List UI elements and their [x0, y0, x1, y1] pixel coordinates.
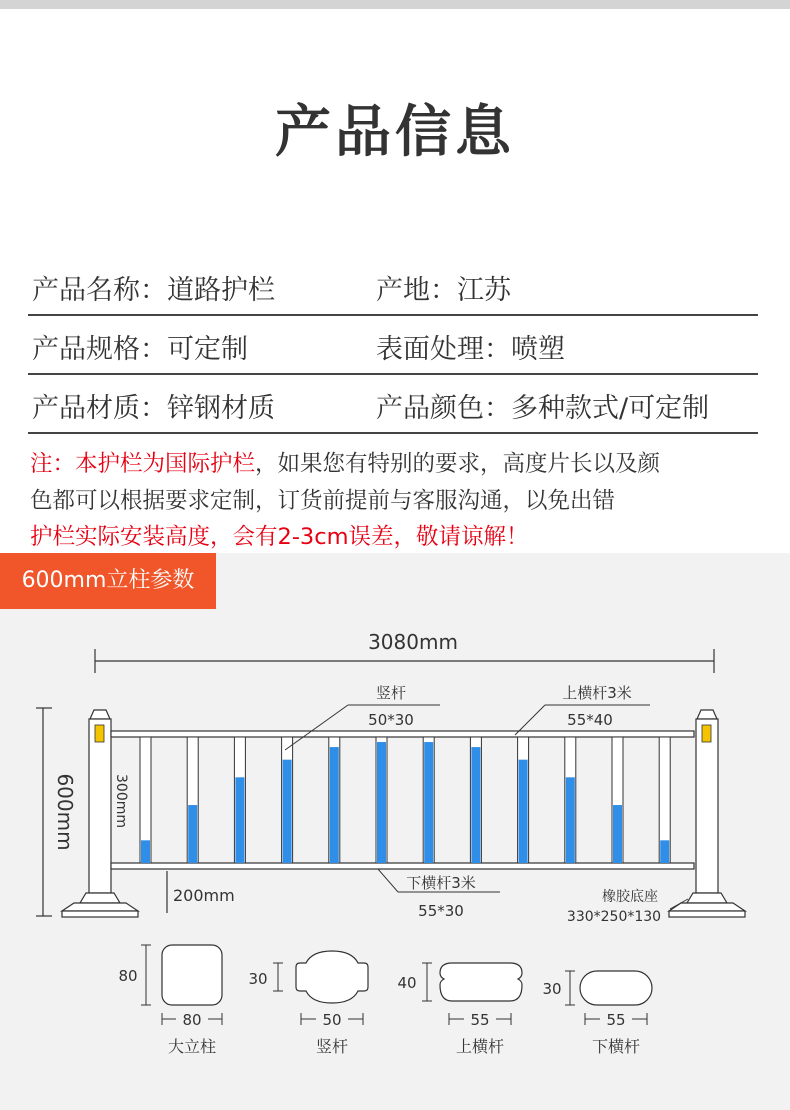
top-rail — [111, 731, 694, 737]
spec-surface-treatment: 表面处理：喷塑 — [376, 334, 565, 365]
bottom-rail-size: 55*30 — [418, 902, 464, 920]
svg-text:80: 80 — [118, 967, 138, 985]
height-600-label: 600mm — [53, 773, 77, 851]
right-reflector — [702, 725, 711, 742]
svg-text:55: 55 — [470, 1011, 490, 1029]
section-vertical-bar — [248, 951, 368, 1056]
vertical-bar-fill-11 — [613, 805, 622, 863]
section-bottom-rail — [542, 971, 652, 1056]
spec-material: 产品材质：锌钢材质 — [32, 393, 275, 424]
spec-row-2 — [28, 317, 758, 375]
height-300-label: 300mm — [113, 774, 129, 828]
spec-row-1 — [28, 258, 758, 316]
svg-text:大立柱: 大立柱 — [167, 1037, 217, 1056]
bottom-rail-name: 下横杆3米 — [406, 874, 476, 892]
total-width-label: 3080mm — [368, 630, 458, 654]
svg-text:50: 50 — [322, 1011, 342, 1029]
svg-text:下横杆: 下横杆 — [591, 1037, 641, 1056]
top-rail-size: 55*40 — [567, 711, 613, 729]
svg-text:竖杆: 竖杆 — [315, 1037, 349, 1056]
post-parameters-diagram — [0, 553, 790, 1110]
svg-text:80: 80 — [182, 1011, 202, 1029]
spec-product-name: 产品名称：道路护栏 — [32, 275, 275, 306]
vertical-bar-fill-9 — [519, 760, 528, 863]
vertical-bar-name: 竖杆 — [375, 684, 407, 702]
bottom-rail-leader — [378, 869, 398, 892]
fence-drawing — [0, 553, 790, 1110]
spec-color: 产品颜色：多种款式/可定制 — [376, 393, 710, 424]
left-reflector — [95, 725, 104, 742]
vertical-bar-fill-1 — [141, 840, 150, 863]
vertical-bar-fill-8 — [471, 747, 480, 863]
vertical-bars — [140, 737, 670, 863]
vertical-bar-fill-3 — [235, 777, 244, 863]
spec-specification: 产品规格：可定制 — [32, 334, 248, 365]
svg-text:上横杆: 上横杆 — [455, 1037, 505, 1056]
vertical-bar-fill-4 — [283, 760, 292, 863]
note-line-3: 护栏实际安装高度，会有2-3cm误差，敬请谅解！ — [30, 524, 529, 550]
svg-text:30: 30 — [248, 970, 268, 988]
section-tag: 600mm立柱参数 — [0, 553, 216, 609]
svg-text:30: 30 — [542, 980, 562, 998]
base-name: 橡胶底座 — [602, 889, 658, 905]
vertical-bar-fill-5 — [330, 747, 339, 863]
note-line-1: 注：本护栏为国际护栏，如果您有特别的要求，高度片长以及颜 — [30, 451, 661, 477]
vertical-bar-fill-7 — [424, 742, 433, 863]
page-title: 产品信息 — [275, 100, 515, 165]
note-line-2: 色都可以根据要求定制，订货前提前与客服沟通，以免出错 — [30, 488, 616, 514]
bottom-rail — [111, 863, 694, 869]
spec-row-3 — [28, 376, 758, 434]
vertical-bar-fill-2 — [188, 805, 197, 863]
spec-origin: 产地：江苏 — [376, 275, 511, 306]
vertical-bar-fill-12 — [660, 840, 669, 863]
vertical-bar-fill-6 — [377, 742, 386, 863]
right-post — [669, 710, 745, 917]
section-big-post — [118, 945, 222, 1056]
top-rail-name: 上横杆3米 — [562, 684, 632, 702]
base-size: 330*250*130 — [566, 909, 662, 925]
top-divider-bar — [0, 0, 790, 9]
section-top-rail — [397, 963, 522, 1056]
height-200-label: 200mm — [173, 886, 235, 905]
svg-text:55: 55 — [606, 1011, 626, 1029]
svg-text:40: 40 — [397, 974, 417, 992]
vertical-bar-fill-10 — [566, 777, 575, 863]
vertical-bar-size: 50*30 — [368, 711, 414, 729]
